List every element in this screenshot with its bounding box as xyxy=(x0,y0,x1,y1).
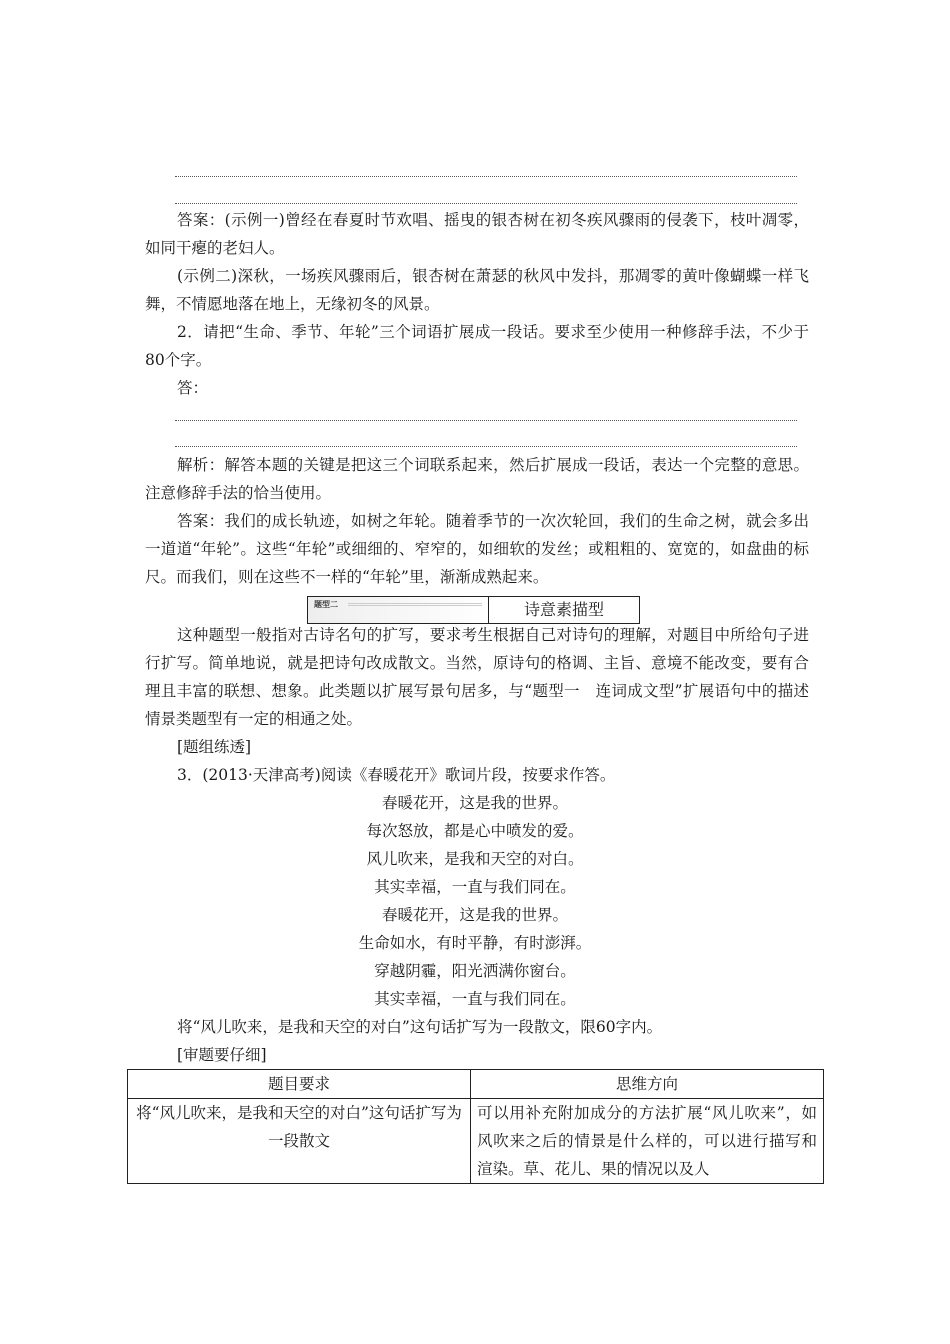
table-header-row xyxy=(128,1070,824,1099)
lyric-line: 春暖花开，这是我的世界。 xyxy=(381,906,568,924)
task-paragraph: 将“风儿吹来，是我和天空的对白”这句话扩写为一段散文，限60字内。 xyxy=(177,1018,663,1036)
lyric-line: 风儿吹来，是我和天空的对白。 xyxy=(366,850,584,868)
lyric-line: 生命如水，有时平静，有时澎湃。 xyxy=(358,934,592,952)
answer-example-1: 答案：(示例一)曾经在春夏时节欢唱、摇曳的银杏树在初冬疾风骤雨的侵袭下，枝叶凋零，如同干瘪的老妇人。 xyxy=(145,211,809,257)
question-type-box xyxy=(307,596,640,624)
analysis-paragraph: 解析：解答本题的关键是把这三个词联系起来，然后扩展成一段话，表达一个完整的意思。注意修辞手法的恰当使用。 xyxy=(145,456,809,502)
table-header-direction: 思维方向 xyxy=(471,1070,824,1099)
lyric-line: 其实幸福，一直与我们同在。 xyxy=(374,990,576,1008)
question-3: 3．(2013·天津高考)阅读《春暖花开》歌词片段，按要求作答。 xyxy=(177,766,616,784)
analysis-table xyxy=(127,1069,824,1184)
review-heading: [审题要仔细] xyxy=(177,1046,267,1064)
lyric-line: 其实幸福，一直与我们同在。 xyxy=(374,878,576,896)
type-intro-paragraph: 这种题型一般指对古诗名句的扩写，要求考生根据自己对诗句的理解，对题目中所给句子进行扩写。简单地说，就是把诗句改成散文。当然，原诗句的格调、主旨、意境不能改变，要有合理且丰富的联想、想象。此类题以扩展写景句居多，与“题型一 连词成文型”扩展语句中的描述情景类题型有一定的相通之处。 xyxy=(145,626,809,728)
table-cell-requirement: 将“风儿吹来，是我和天空的对白”这句话扩写为一段散文 xyxy=(128,1099,471,1184)
answer-example-2: (示例二)深秋，一场疾风骤雨后，银杏树在萧瑟的秋风中发抖，那凋零的黄叶像蝴蝶一样飞舞，不情愿地落在地上，无缘初冬的风景。 xyxy=(145,267,809,313)
question-2: 2．请把“生命、季节、年轮”三个词语扩展成一段话。要求至少使用一种修辞手法，不少于80个字。 xyxy=(145,323,809,369)
lyric-line: 每次怒放，都是心中喷发的爱。 xyxy=(366,822,584,840)
lyric-line: 春暖花开，这是我的世界。 xyxy=(381,794,568,812)
type-title: 诗意素描型 xyxy=(523,600,604,619)
decorative-stripe xyxy=(348,603,482,606)
practice-heading: [题组练透] xyxy=(177,738,252,756)
answer-blank-line xyxy=(175,420,797,421)
type-tag: 题型二 xyxy=(314,600,338,609)
type-label-cell xyxy=(308,597,489,623)
table-row xyxy=(128,1099,824,1184)
answer-2-paragraph: 答案：我们的成长轨迹，如树之年轮。随着季节的一次次轮回，我们的生命之树，就会多出一道道“年轮”。这些“年轮”或细细的、窄窄的，如细软的发丝；或粗粗的、宽宽的，如盘曲的标尺。而我们，则在这些不一样的“年轮”里，渐渐成熟起来。 xyxy=(145,512,809,586)
table-header-requirement: 题目要求 xyxy=(128,1070,471,1099)
lyric-line: 穿越阴霾，阳光洒满你窗台。 xyxy=(374,962,576,980)
answer-blank-line xyxy=(175,176,797,177)
table-cell-direction: 可以用补充附加成分的方法扩展“风儿吹来”，如风吹来之后的情景是什么样的，可以进行描写和渲染。草、花儿、果的情况以及人 xyxy=(471,1099,824,1184)
answer-prompt: 答： xyxy=(177,379,209,397)
answer-blank-line xyxy=(175,446,797,447)
answer-blank-line xyxy=(175,203,797,204)
